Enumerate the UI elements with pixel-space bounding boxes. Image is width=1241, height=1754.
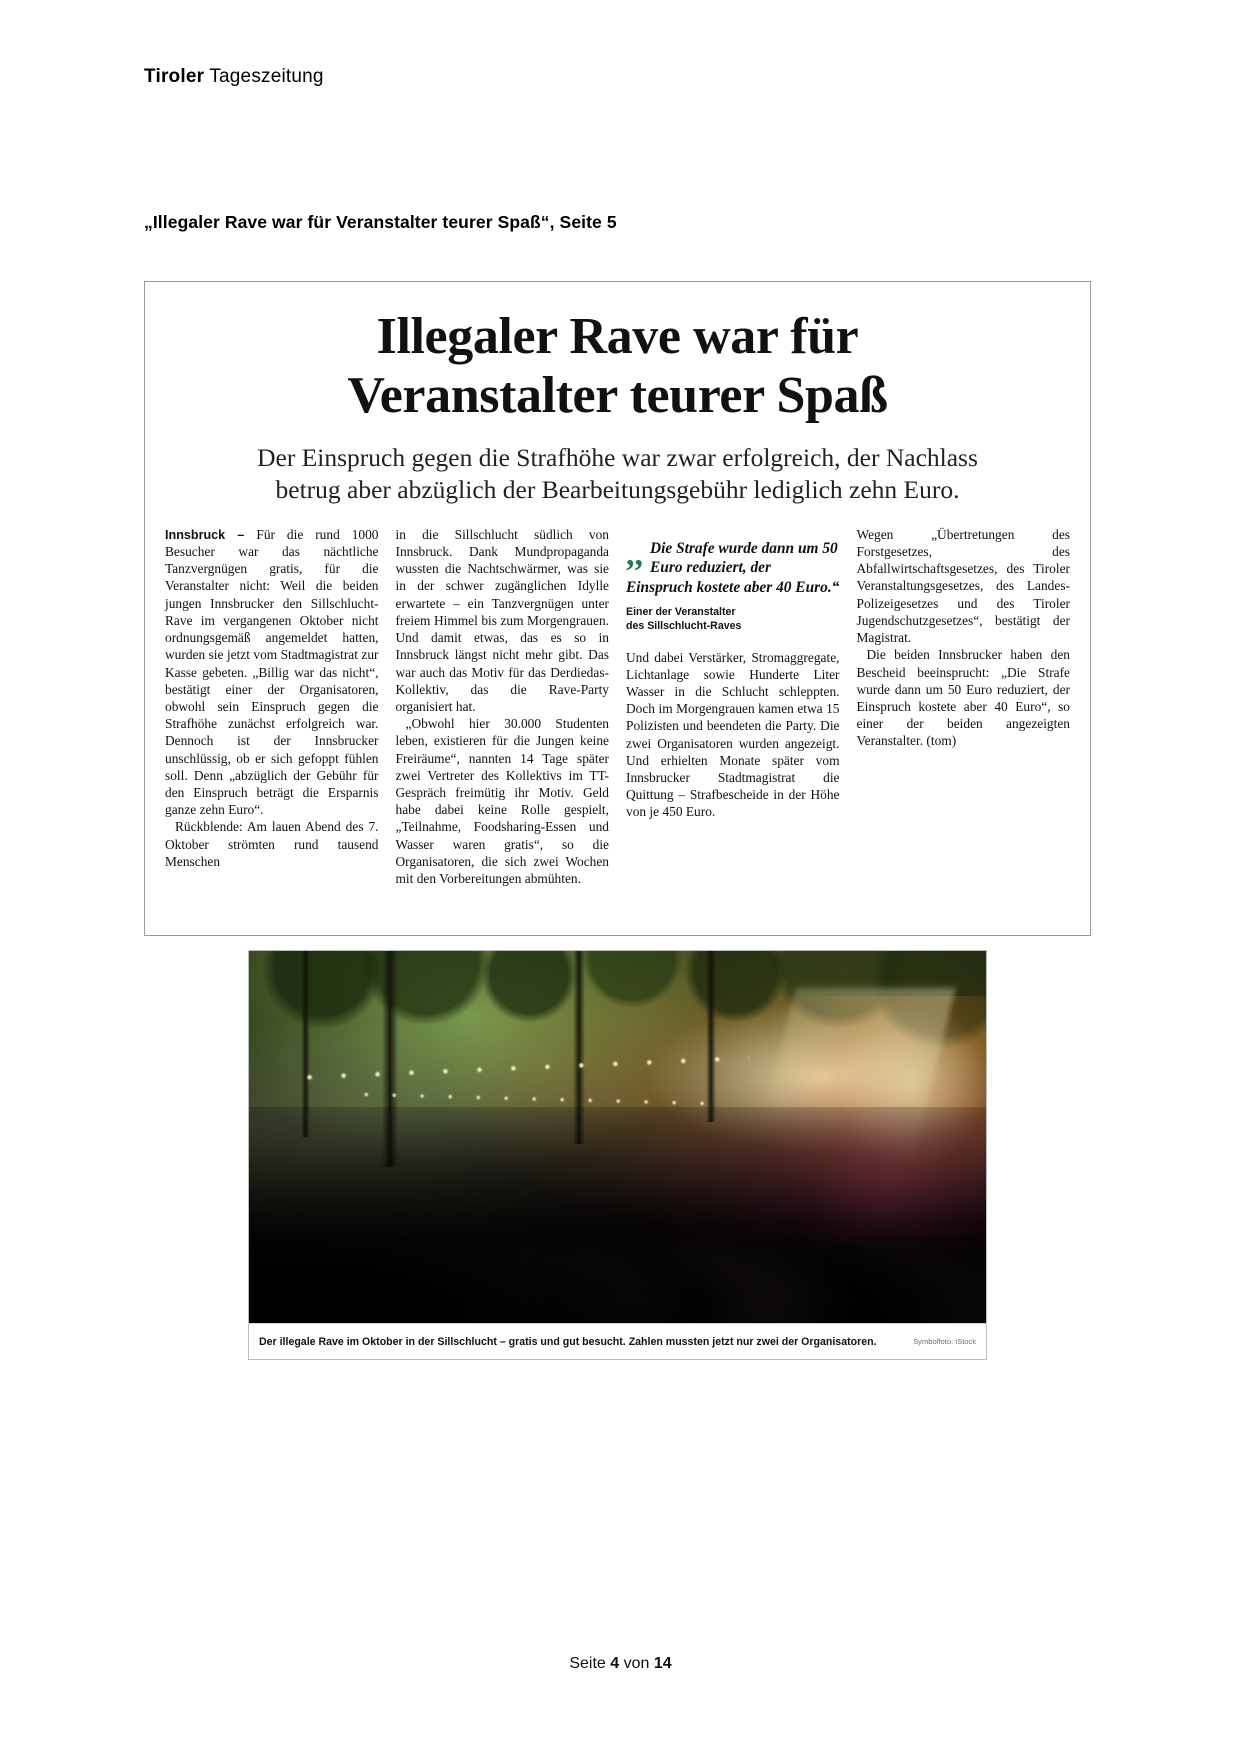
pull-quote-attribution — [626, 606, 840, 634]
masthead-brand-regular: Tageszeitung — [204, 66, 324, 87]
subheadline-line-1: Der Einspruch gegen die Strafhöhe war zwar erfolgreich, der Nachlass — [257, 442, 978, 472]
photo-caption-text: Der illegale Rave im Oktober in der Sillschlucht – gratis und gut besucht. Zahlen mussten jetzt nur zwei der Organisatoren. — [259, 1335, 877, 1348]
pull-quote-attribution-line-1: Einer der Veranstalter — [626, 605, 736, 618]
article-column-3 — [626, 526, 840, 821]
article-columns — [165, 526, 1070, 888]
column-4-paragraph-2: Die beiden Innsbrucker haben den Bescheid beeinsprucht: „Die Strafe wurde dann um 50 Euro reduziert, der Einspruch kostete aber 40 Euro“, so einer der beiden angezeigten Veranstalter. (tom) — [856, 647, 1070, 749]
column-1-paragraph-1-text: Für die rund 1000 Besucher war das nächtliche Tanzvergnügen gratis, für die Veranstalter nicht: Weil die beiden jungen Innsbrucker den Sillschlucht-Rave im vergangenen Oktober nicht ordnungsgemäß angemeldet hatten, wurden sie jetzt vom Stadtmagistrat zur Kasse gebeten. „Billig war das nicht“, bestätigt einer der Organisatoren, obwohl sein Einspruch gegen die Strafhöhe zunächst erfolgreich war. Dennoch ist der Innsbrucker unschlüssig, ob er sich gefoppt fühlen soll. Denn „abzüglich der Gebühr für den Einspruch beträgt die Ersparnis ganze zehn Euro“. — [165, 526, 379, 818]
headline-line-2: Veranstalter teurer Spaß — [347, 366, 888, 424]
masthead-brand-bold: Tiroler — [144, 66, 205, 87]
footer-page-number: 4 — [610, 1655, 620, 1672]
crowd-silhouettes — [249, 1107, 986, 1323]
pull-quote-attribution-line-2: des Sillschlucht-Raves — [626, 619, 742, 632]
column-2-paragraph-2: „Obwohl hier 30.000 Studenten leben, existieren für die Jungen keine Freiräume“, nannten 14 Tage später zwei Vertreter des Kollektivs im TT-Gespräch freimütig ihr Motiv. Geld habe dabei keine Rolle gespielt, „Teilnahme, Foodsharing-Essen und Wasser waren gratis“, so die Organisatoren, die sich zwei Wochen mit den Vorbereitungen abmühten. — [395, 716, 609, 887]
article-subheadline — [175, 442, 1060, 507]
column-2-paragraph-1: in die Sillschlucht südlich von Innsbruck. Dank Mundpropaganda wussten die Nachtschwärmer, was sie in der schwer zugänglichen Idylle erwartete – ein Tanzvergnügen unter freiem Himmel bis zum Morgengrauen. Und damit etwas, das es so in Innsbruck längst nicht mehr gibt. Das war auch das Motiv für das Derdiedas-Kollektiv, das die Rave-Party organisiert hat. — [395, 526, 609, 714]
footer-total-pages: 14 — [653, 1655, 672, 1672]
masthead — [144, 66, 324, 88]
column-1-paragraph-2: Rückblende: Am lauen Abend des 7. Oktober strömten rund tausend Menschen — [165, 819, 379, 869]
footer-middle: von — [619, 1655, 654, 1672]
rave-crowd-photo — [249, 951, 986, 1323]
article-column-1 — [165, 526, 379, 870]
column-4-paragraph-1: Wegen „Übertretungen des Forstgesetzes, des Abfallwirtschaftsgesetzes, des Tiroler Veranstaltungsgesetzes, des Landes-Polizeigesetzes und des Tiroler Jugendschutzgesetzes“, bestätigt der Magistrat. — [856, 526, 1070, 646]
article-column-4 — [857, 526, 1071, 750]
page-footer — [0, 1655, 1241, 1673]
pull-quote — [626, 535, 840, 640]
quote-mark-icon: ,, — [626, 535, 643, 573]
pull-quote-text: Die Strafe wurde dann um 50 Euro reduziert, der Einspruch kostete aber 40 Euro.“ — [626, 539, 840, 596]
column-1-paragraph-1 — [165, 526, 379, 819]
photo-credit: Symbolfoto: iStock — [913, 1337, 976, 1346]
subheadline-line-2: betrug aber abzüglich der Bearbeitungsgebühr lediglich zehn Euro. — [275, 475, 960, 505]
newspaper-clipping — [144, 281, 1091, 936]
article-photo-container — [248, 950, 987, 1360]
footer-prefix: Seite — [569, 1655, 611, 1672]
article-reference-line: „Illegaler Rave war für Veranstalter teurer Spaß“, Seite 5 — [144, 212, 617, 232]
article-headline — [183, 308, 1052, 426]
article-dateline: Innsbruck – — [165, 527, 257, 542]
headline-line-1: Illegaler Rave war für — [376, 308, 859, 365]
article-column-2 — [396, 526, 610, 888]
photo-caption-bar — [249, 1323, 986, 1359]
column-3-paragraph-1: Und dabei Verstärker, Stromaggregate, Lichtanlage sowie Hunderte Liter Wasser in die Schlucht schleppten. Doch im Morgengrauen kamen etwa 15 Polizisten und beendeten die Party. Die zwei Organisatoren wurden angezeigt. Und erhielten Monate später vom Innsbrucker Stadtmagistrat die Quittung – Strafbescheide in der Höhe von je 450 Euro. — [626, 649, 840, 820]
